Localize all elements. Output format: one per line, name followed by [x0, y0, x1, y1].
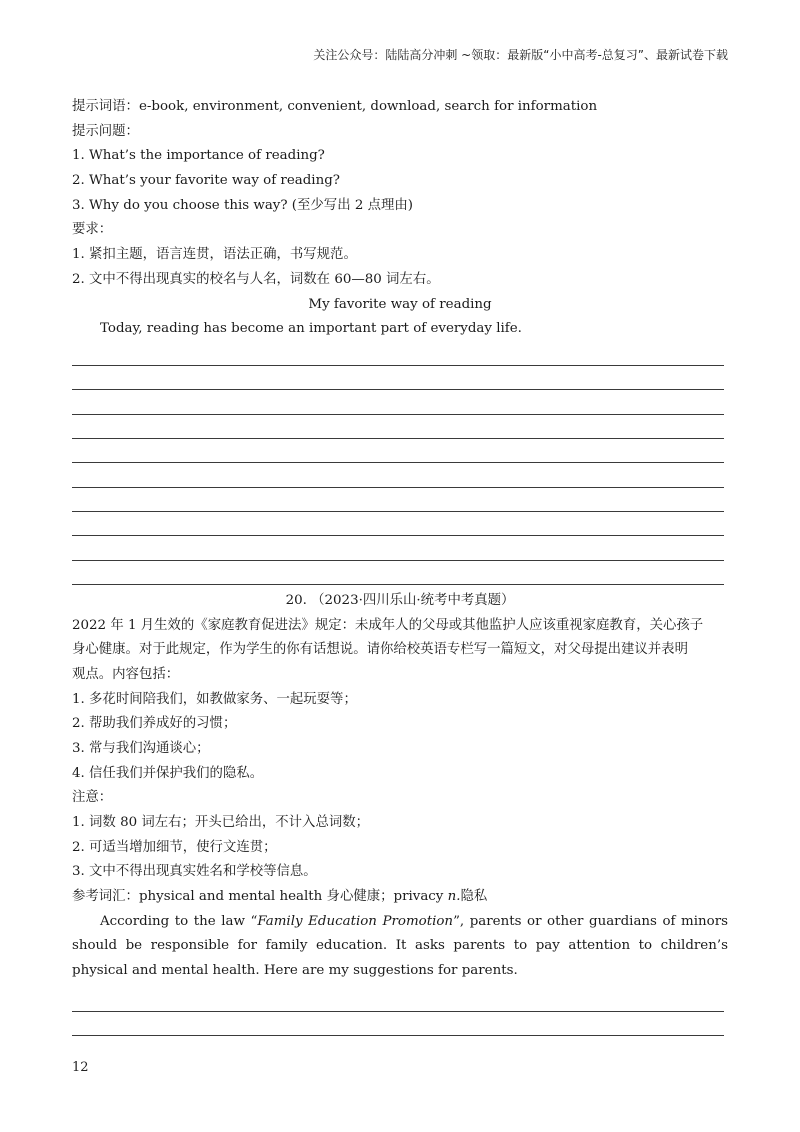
requirement-2: 2. 文中不得出现真实的校名与人名，词数在 60—80 词左右。 [72, 271, 440, 287]
notes-label: 注意： [72, 790, 113, 806]
requirements-label: 要求： [72, 222, 113, 238]
page-number: 12 [72, 1060, 89, 1075]
q20-prompt-line-3: 观点。内容包括： [72, 666, 180, 682]
vocab-part-of-speech: n. [447, 889, 461, 905]
writing-line[interactable] [72, 561, 724, 585]
question-20-title: 20. （2023·四川乐山·统考中考真题） [285, 592, 515, 608]
content-item-3: 3. 常与我们沟通谈心； [72, 740, 210, 756]
q20-prompt-line-1: 2022 年 1 月生效的《家庭教育促进法》规定：未成年人的父母或其他监护人应该重视家庭教育，关心孩子 [72, 617, 704, 633]
writing-lines-q20[interactable] [72, 988, 724, 1037]
writing-line[interactable] [72, 988, 724, 1012]
note-3: 3. 文中不得出现真实姓名和学校等信息。 [72, 864, 317, 880]
writing-line[interactable] [72, 390, 724, 414]
page-content [72, 95, 728, 1036]
writing-line[interactable] [72, 488, 724, 512]
writing-line[interactable] [72, 512, 724, 536]
content-item-1: 1. 多花时间陪我们，如教做家务、一起玩耍等； [72, 691, 357, 707]
writing-line[interactable] [72, 536, 724, 560]
vocab-suffix: 隐私 [460, 889, 488, 905]
content-item-4: 4. 信任我们并保护我们的隐私。 [72, 765, 264, 781]
writing-line[interactable] [72, 366, 724, 390]
writing-lines-q19[interactable] [72, 342, 724, 585]
note-1: 1. 词数 80 词左右；开头已给出，不计入总词数； [72, 815, 370, 831]
opening-after: ”, parents or other guardians of minors should be responsible for family education. It asks parents to pay attention to children’s physical and mental health. Here are my suggestions for parents. [72, 913, 728, 979]
content-item-2: 2. 帮助我们养成好的习惯； [72, 716, 237, 732]
page-header: 关注公众号：陆陆高分冲刺 ~领取：最新版“小中高考-总复习”、最新试卷下载 [313, 48, 728, 62]
requirement-1: 1. 紧扣主题，语言连贯，语法正确，书写规范。 [72, 247, 357, 263]
writing-line[interactable] [72, 463, 724, 487]
reference-vocab [72, 885, 728, 910]
hint-questions-label: 提示问题： [72, 123, 139, 139]
writing-line[interactable] [72, 342, 724, 366]
question-2: 2. What’s your favorite way of reading? [72, 173, 340, 189]
hint-words: 提示词语：e-book, environment, convenient, download, search for information [72, 99, 598, 114]
essay-opening-paragraph [72, 910, 728, 984]
writing-line[interactable] [72, 415, 724, 439]
opening-before: According to the law “ [100, 913, 258, 929]
question-3: 3. Why do you choose this way? (至少写出 2 点理由) [72, 197, 414, 213]
essay-title: My favorite way of reading [308, 296, 492, 312]
q20-prompt-line-2: 身心健康。对于此规定，作为学生的你有话想说。请你给校英语专栏写一篇短文，对父母提出建议并表明 [72, 642, 688, 658]
vocab-prefix: 参考词汇：physical and mental health 身心健康；privacy [72, 889, 448, 905]
essay-opening: Today, reading has become an important part of everyday life. [100, 321, 522, 337]
question-1: 1. What’s the importance of reading? [72, 148, 325, 164]
note-2: 2. 可适当增加细节，使行文连贯； [72, 839, 277, 855]
writing-line[interactable] [72, 439, 724, 463]
writing-line[interactable] [72, 1012, 724, 1036]
law-name: Family Education Promotion [257, 913, 454, 929]
